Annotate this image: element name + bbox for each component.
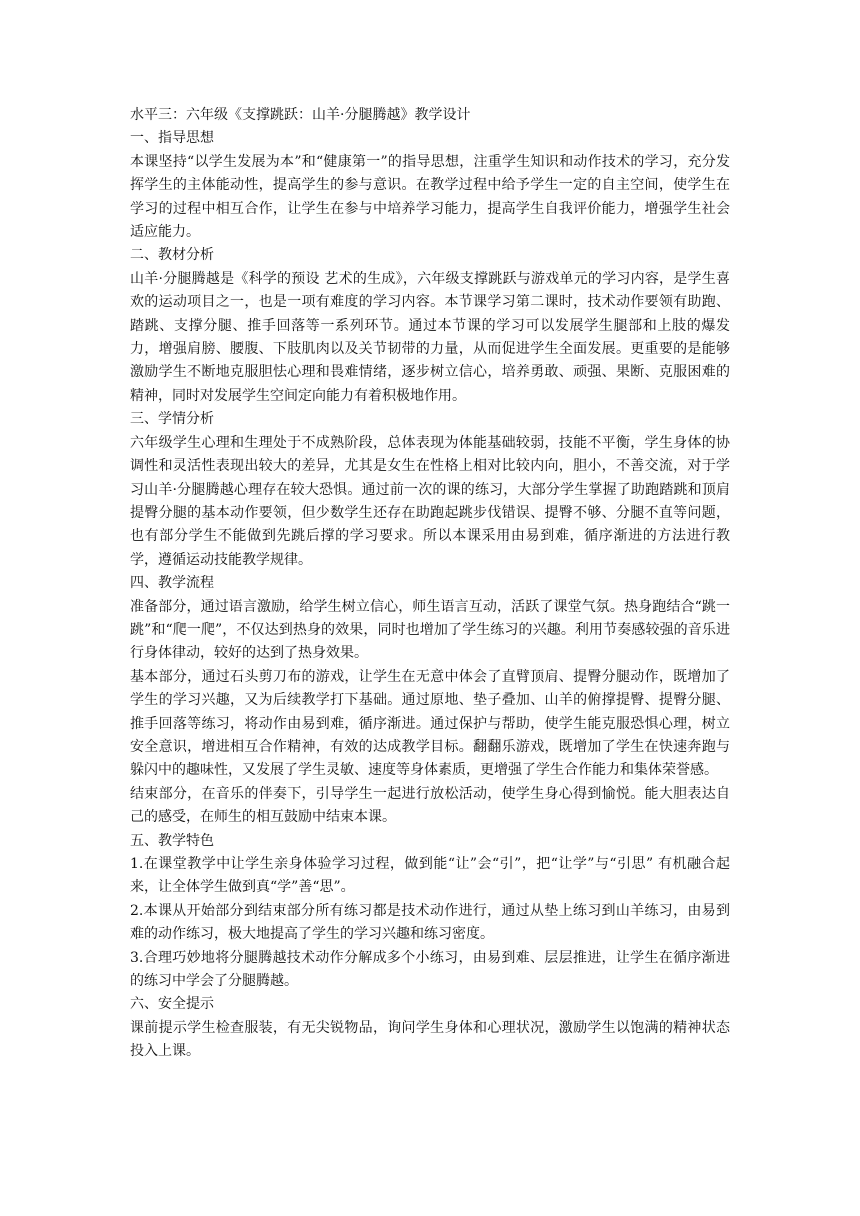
feature-item-2: 2.本课从开始部分到结束部分所有练习都是技术动作进行，通过从垫上练习到山羊练习，由易到难的动作练习，极大地提高了学生的学习兴趣和练习密度。 bbox=[130, 902, 730, 943]
paragraph-learner-analysis: 六年级学生心理和生理处于不成熟阶段，总体表现为体能基础较弱，技能不平衡，学生身体的协调性和灵活性表现出较大的差异，尤其是女生在性格上相对比较内向，胆小，不善交流，对于学习山羊·分腿腾越心理存在较大恐惧。通过前一次的课的练习，大部分学生掌握了助跑踏跳和顶肩提臀分腿的基本动作要领，但少数学生还存在助跑起跳步伐错误、提臀不够、分腿不直等问题，也有部分学生不能做到先跳后撑的学习要求。所以本课采用由易到难，循序渐进的方法进行教学，遵循运动技能教学规律。 bbox=[130, 434, 730, 568]
section-heading-textbook-analysis: 二、教材分析 bbox=[130, 247, 214, 264]
document-body bbox=[130, 104, 730, 1064]
section-heading-guiding-ideology: 一、指导思想 bbox=[130, 130, 214, 147]
document-title: 水平三：六年级《支撑跳跃：山羊·分腿腾越》教学设计 bbox=[130, 107, 471, 123]
feature-item-1: 1.在课堂教学中让学生亲身体验学习过程，做到能“让”会“引”，把“让学”与“引思” 有机融合起来，让全体学生做到真“学”善“思”。 bbox=[130, 856, 730, 896]
paragraph-basic-part: 基本部分，通过石头剪刀布的游戏，让学生在无意中体会了直臂顶肩、提臀分腿动作，既增加了学生的学习兴趣，又为后续教学打下基础。通过原地、垫子叠加、山羊的俯撑提臀、提臀分腿、推手回落等练习，将动作由易到难，循序渐进。通过保护与帮助，使学生能克服恐惧心理，树立安全意识，增进相互合作精神，有效的达成教学目标。翻翻乐游戏，既增加了学生在快速奔跑与躲闪中的趣味性，又发展了学生灵敏、速度等身体素质，更增强了学生合作能力和集体荣誉感。 bbox=[130, 668, 730, 779]
section-heading-safety-tips: 六、安全提示 bbox=[130, 996, 214, 1013]
paragraph-guiding-ideology: 本课坚持“以学生发展为本”和“健康第一”的指导思想，注重学生知识和动作技术的学习，充分发挥学生的主体能动性，提高学生的参与意识。在教学过程中给予学生一定的自主空间，使学生在学习的过程中相互合作，让学生在参与中培养学习能力，提高学生自我评价能力，增强学生社会适应能力。 bbox=[130, 153, 730, 241]
feature-item-3: 3.合理巧妙地将分腿腾越技术动作分解成多个小练习，由易到难、层层推进，让学生在循序渐进的练习中学会了分腿腾越。 bbox=[130, 949, 730, 990]
paragraph-preparation-part: 准备部分，通过语言激励，给学生树立信心，师生语言互动，活跃了课堂气氛。热身跑结合“跳一跳”和“爬一爬”，不仅达到热身的效果，同时也增加了学生练习的兴趣。利用节奏感较强的音乐进行身体律动，较好的达到了热身效果。 bbox=[130, 598, 730, 662]
paragraph-textbook-analysis: 山羊·分腿腾越是《科学的预设 艺术的生成》，六年级支撑跳跃与游戏单元的学习内容，是学生喜欢的运动项目之一，也是一项有难度的学习内容。本节课学习第二课时，技术动作要领有助跑、踏跳、支撑分腿、推手回落等一系列环节。通过本节课的学习可以发展学生腿部和上肢的爆发力，增强肩膀、腰腹、下肢肌肉以及关节韧带的力量，从而促进学生全面发展。更重要的是能够激励学生不断地克服胆怯心理和畏难情绪，逐步树立信心，培养勇敢、顽强、果断、克服困难的精神，同时对发展学生空间定向能力有着积极地作用。 bbox=[130, 270, 730, 404]
paragraph-safety-tips: 课前提示学生检查服装，有无尖锐物品，询问学生身体和心理状况，激励学生以饱满的精神状态投入上课。 bbox=[130, 1019, 730, 1060]
section-heading-learner-analysis: 三、学情分析 bbox=[130, 411, 214, 428]
paragraph-ending-part: 结束部分，在音乐的伴奏下，引导学生一起进行放松活动，使学生身心得到愉悦。能大胆表达自己的感受，在师生的相互鼓励中结束本课。 bbox=[130, 785, 730, 826]
section-heading-teaching-features: 五、教学特色 bbox=[130, 832, 214, 849]
section-heading-teaching-process: 四、教学流程 bbox=[130, 575, 214, 592]
